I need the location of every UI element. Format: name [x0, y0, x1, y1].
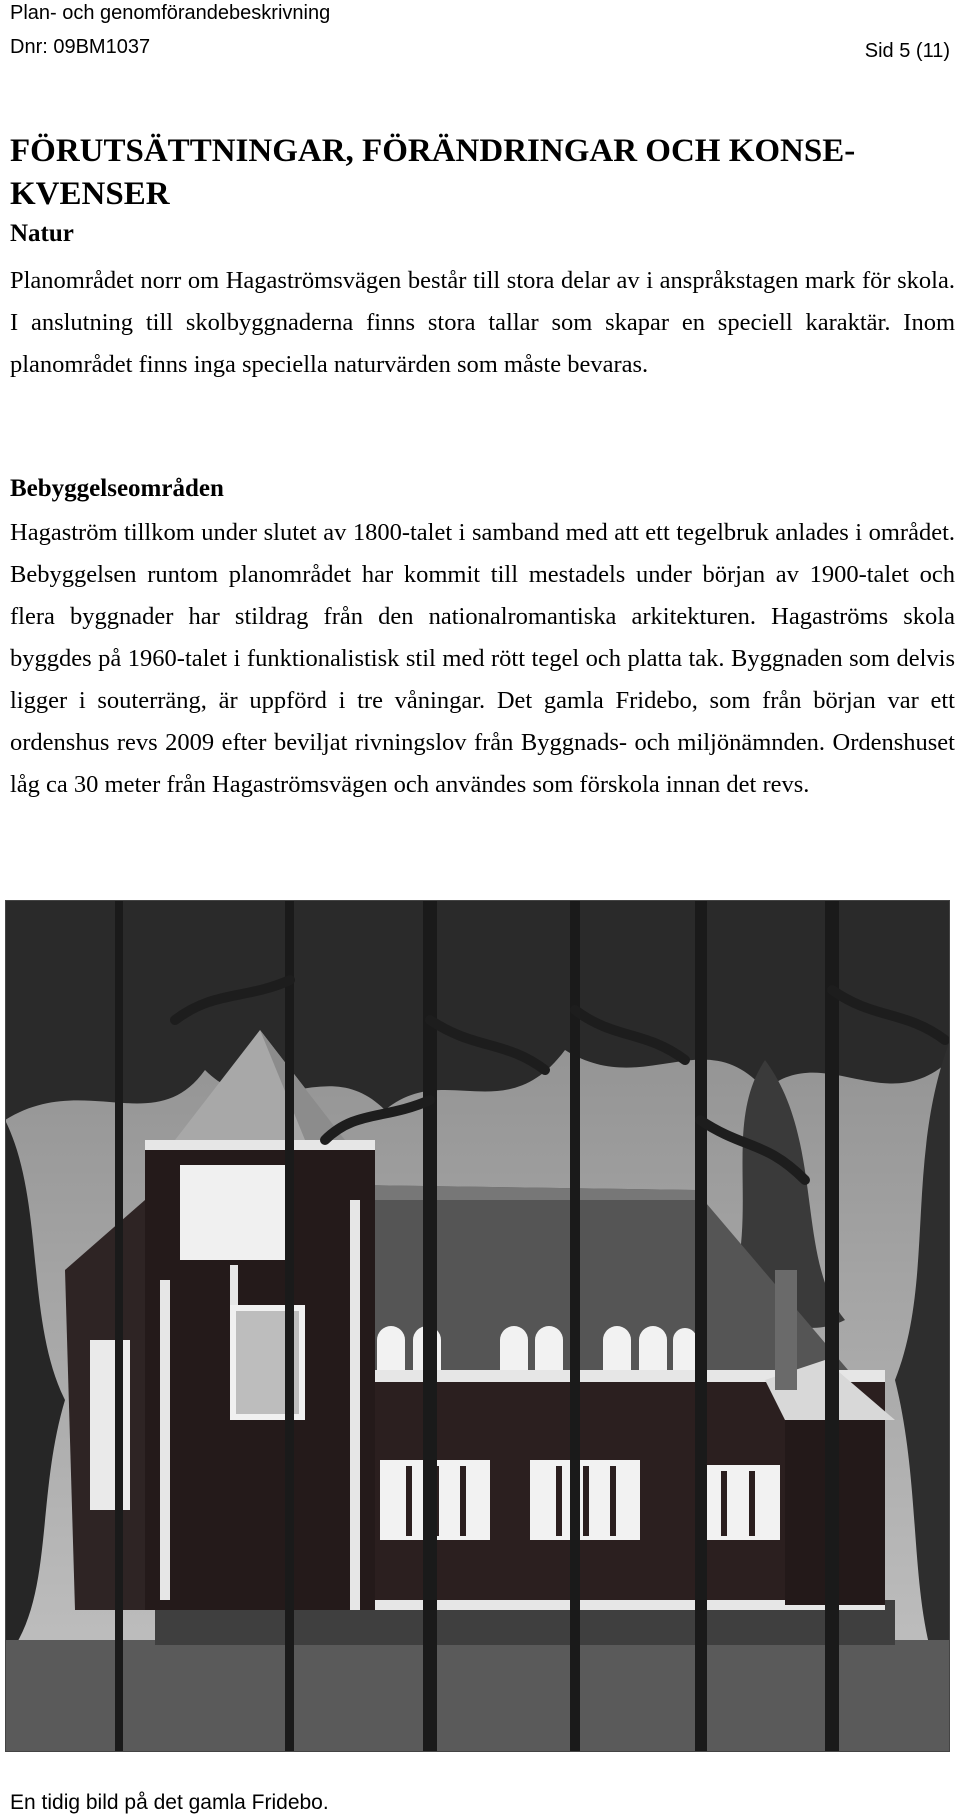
diary-number: Dnr: 09BM1037	[10, 36, 151, 58]
bebyggelse-paragraph: Hagaström tillkom under slutet av 1800-talet i samband med att ett tegelbruk anlades i området. Bebyggelsen runtom planområdet har kommit till mestadels under början av 1900-talet och flera byggnader har stildrag från den nationalromantiska arkitekturen. Hagaströms skola byggdes på 1960-talet i funktionalistisk stil med rött tegel och platta tak. Byggnaden som delvis ligger i souterräng, är uppförd i tre våningar. Det gamla Fridebo, som från början var ett ordenshus revs 2009 efter beviljat rivningslov från Byggnads- och miljönämnden. Ordenshuset låg ca 30 meter från Hagaströmsvägen och användes som förskola innan det revs.	[10, 519, 955, 798]
photo-caption: En tidig bild på det gamla Fridebo.	[10, 1791, 329, 1814]
natur-heading: Natur	[10, 220, 74, 247]
page-number: Sid 5 (11)	[864, 40, 950, 62]
fridebo-photo	[5, 900, 950, 1752]
natur-paragraph: Planområdet norr om Hagaströmsvägen består till stora delar av i anspråkstagen mark för skola. I anslutning till skolbyggnaderna finns stora tallar som skapar en speciell karaktär. Inom planområdet finns inga speciella naturvärden som måste bevaras.	[10, 267, 955, 378]
bebyggelse-heading: Bebyggelseområden	[10, 475, 224, 502]
section-heading: FÖRUTSÄTTNINGAR, FÖRÄNDRINGAR OCH KONSE-KVENSER	[10, 133, 856, 212]
document-title: Plan- och genomförandebeskrivning	[10, 2, 331, 24]
